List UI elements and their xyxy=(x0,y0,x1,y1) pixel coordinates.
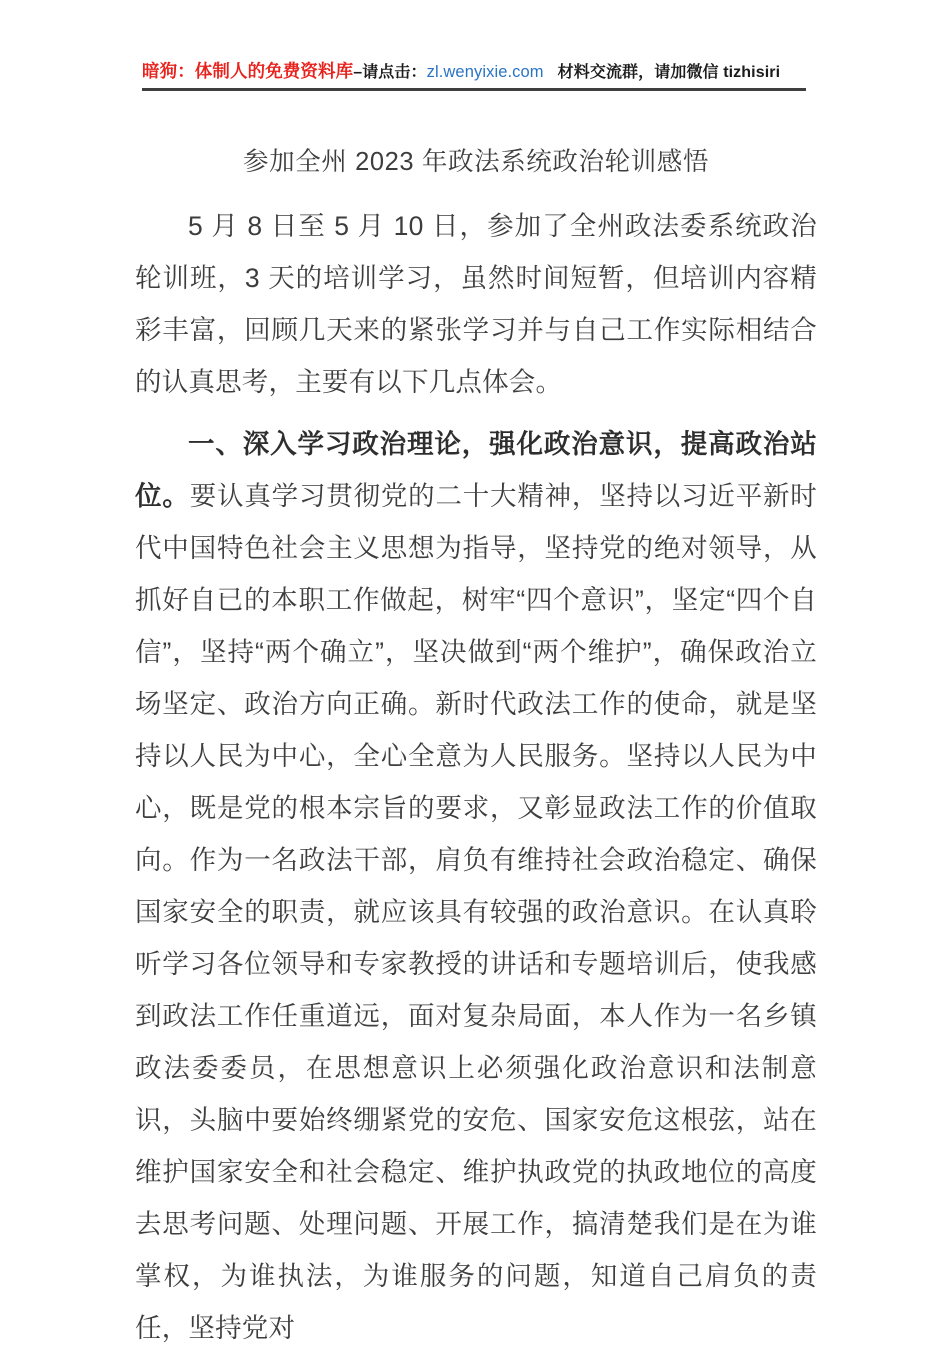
promo-site-link[interactable]: zl.wenyixie.com xyxy=(426,63,544,81)
document-body xyxy=(135,140,817,1354)
promo-brand-label: 暗狗：体制人的免费资料库 xyxy=(142,61,354,81)
paragraph-intro-text: 5 月 8 日至 5 月 10 日，参加了全州政法委系统政治轮训班，3 天的培训学习，虽然时间短暂，但培训内容精彩丰富，回顾几天来的紧张学习并与自己工作实际相结合的认真思考，主要有以下几点体会。 xyxy=(135,211,817,397)
banner-divider xyxy=(142,88,806,91)
promo-banner-text xyxy=(142,58,806,86)
promo-click-prompt: –请点击： xyxy=(353,64,427,81)
document-title: 参加全州 2023 年政法系统政治轮训感悟 xyxy=(243,148,709,176)
promo-banner xyxy=(142,58,806,91)
paragraph-intro xyxy=(135,200,817,408)
section-one-heading: 一、深入学习政治理论，强化政治意识，提高政治站位。 xyxy=(135,429,817,511)
promo-wechat-label: 材料交流群，请加微信 tizhisiri xyxy=(557,64,781,81)
paragraph-section-one xyxy=(135,418,817,1354)
section-one-text: 要认真学习贯彻党的二十大精神，坚持以习近平新时代中国特色社会主义思想为指导，坚持党的绝对领导，从抓好自已的本职工作做起，树牢“四个意识”，坚定“四个自信”，坚持“两个确立”，坚决做到“两个维护”，确保政治立场坚定、政治方向正确。新时代政法工作的使命，就是坚持以人民为中心，全心全意为人民服务。坚持以人民为中心，既是党的根本宗旨的要求，又彰显政法工作的价值取向。作为一名政法干部，肩负有维持社会政治稳定、确保国家安全的职责，就应该具有较强的政治意识。在认真聆听学习各位领导和专家教授的讲话和专题培训后，使我感到政法工作任重道远，面对复杂局面，本人作为一名乡镇政法委委员，在思想意识上必须强化政治意识和法制意识，头脑中要始终绷紧党的安危、国家安危这根弦，站在维护国家安全和社会稳定、维护执政党的执政地位的高度去思考问题、处理问题、开展工作，搞清楚我们是在为谁掌权，为谁执法，为谁服务的问题，知道自己肩负的责任，坚持党对 xyxy=(135,481,817,1343)
